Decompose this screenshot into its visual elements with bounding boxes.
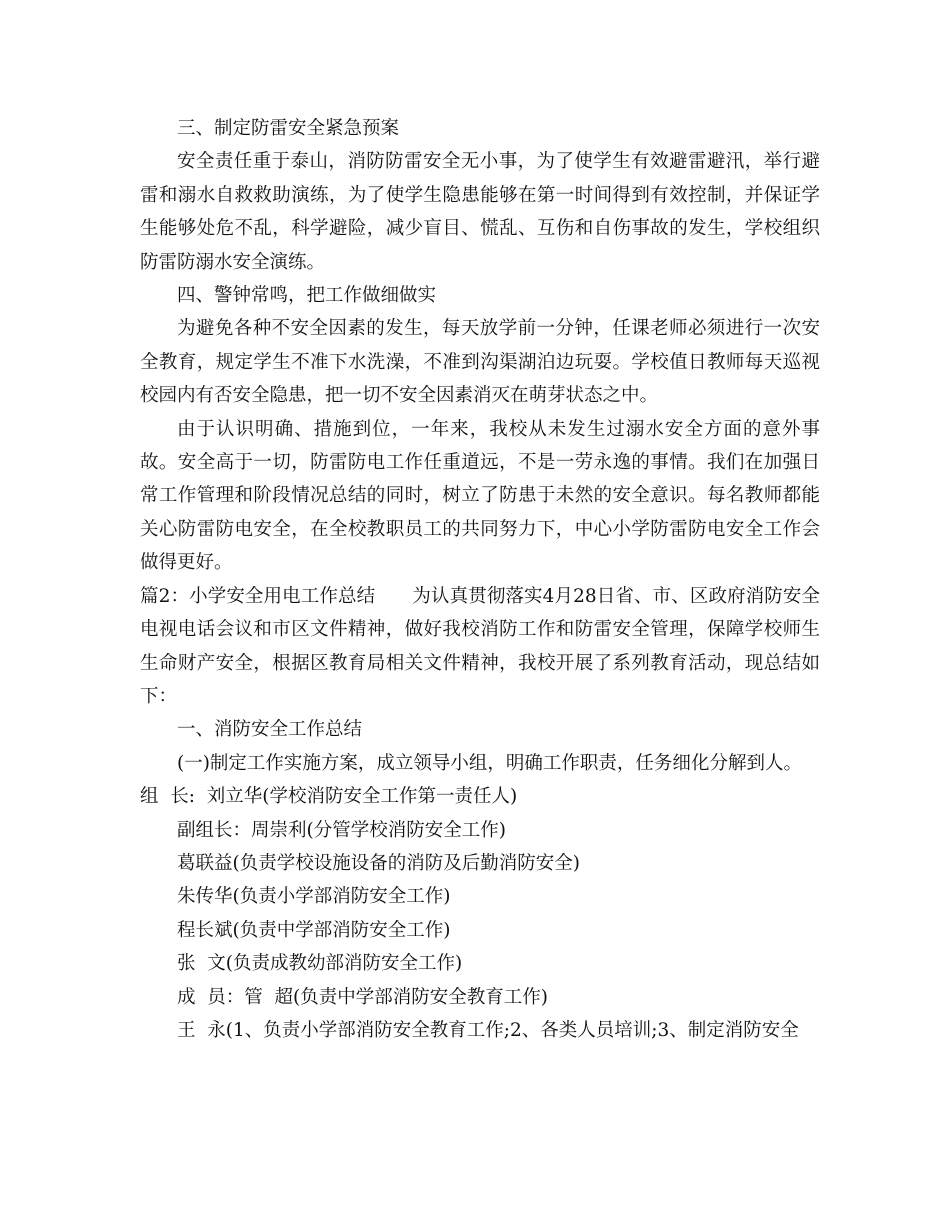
paragraph-emergency-plan: 安全责任重于泰山，消防防雷安全无小事，为了使学生有效避雷避汛，举行避雷和溺水自救救助演练，为了使学生隐患能够在第一时间得到有效控制，并保证学生能够处危不乱，科学避险，减少盲目、慌乱、互伤和自伤事故的发生，学校组织防雷防溺水安全演练。: [140, 151, 820, 273]
paragraph-summary: 由于认识明确、措施到位，一年来，我校从未发生过溺水安全方面的意外事故。安全高于一切，防雷防电工作任重道远，不是一劳永逸的事情。我们在加强日常工作管理和阶段情况总结的同时，树立了防患于未然的安全意识。每名教师都能关心防雷防电安全，在全校教职员工的共同努力下，中心小学防雷防电安全工作会做得更好。: [140, 418, 820, 574]
roster-member-ge: 葛联益(负责学校设施设备的消防及后勤消防安全): [177, 852, 580, 874]
paragraph-part2-intro: 篇2：小学安全用电工作总结 为认真贯彻落实4月28日省、市、区政府消防安全电视电话会议和市区文件精神，做好我校消防工作和防雷安全管理，保障学校师生生命财产安全，根据区教育局相关文件精神，我校开展了系列教育活动，现总结如下：: [140, 585, 820, 707]
document-body: [140, 112, 820, 1047]
roster-deputy: 副组长：周崇利(分管学校消防安全工作): [177, 819, 506, 841]
paragraph-work-plan: (一)制定工作实施方案，成立领导小组，明确工作职责，任务细化分解到人。: [177, 752, 802, 774]
roster-member-cheng: 程长斌(负责中学部消防安全工作): [177, 919, 451, 941]
roster-member-wang: 王 永(1、负责小学部消防安全教育工作;2、各类人员培训;3、制定消防安全: [177, 1019, 799, 1041]
section-heading-1: 一、消防安全工作总结: [177, 719, 363, 741]
roster-member-guan: 成 员：管 超(负责中学部消防安全教育工作): [177, 986, 548, 1008]
roster-member-zhang: 张 文(负责成教幼部消防安全工作): [177, 953, 463, 975]
roster-leader: 组 长: 刘立华(学校消防安全工作第一责任人): [140, 786, 518, 808]
roster-member-zhu: 朱传华(负责小学部消防安全工作): [177, 886, 451, 908]
section-heading-3: 三、制定防雷安全紧急预案: [177, 118, 400, 139]
section-heading-4: 四、警钟常鸣，把工作做细做实: [177, 285, 437, 307]
paragraph-daily-education: 为避免各种不安全因素的发生，每天放学前一分钟，任课老师必须进行一次安全教育，规定学生不准下水洗澡，不准到沟渠湖泊边玩耍。学校值日教师每天巡视校园内有否安全隐患，把一切不安全因素消灭在萌芽状态之中。: [140, 318, 820, 407]
